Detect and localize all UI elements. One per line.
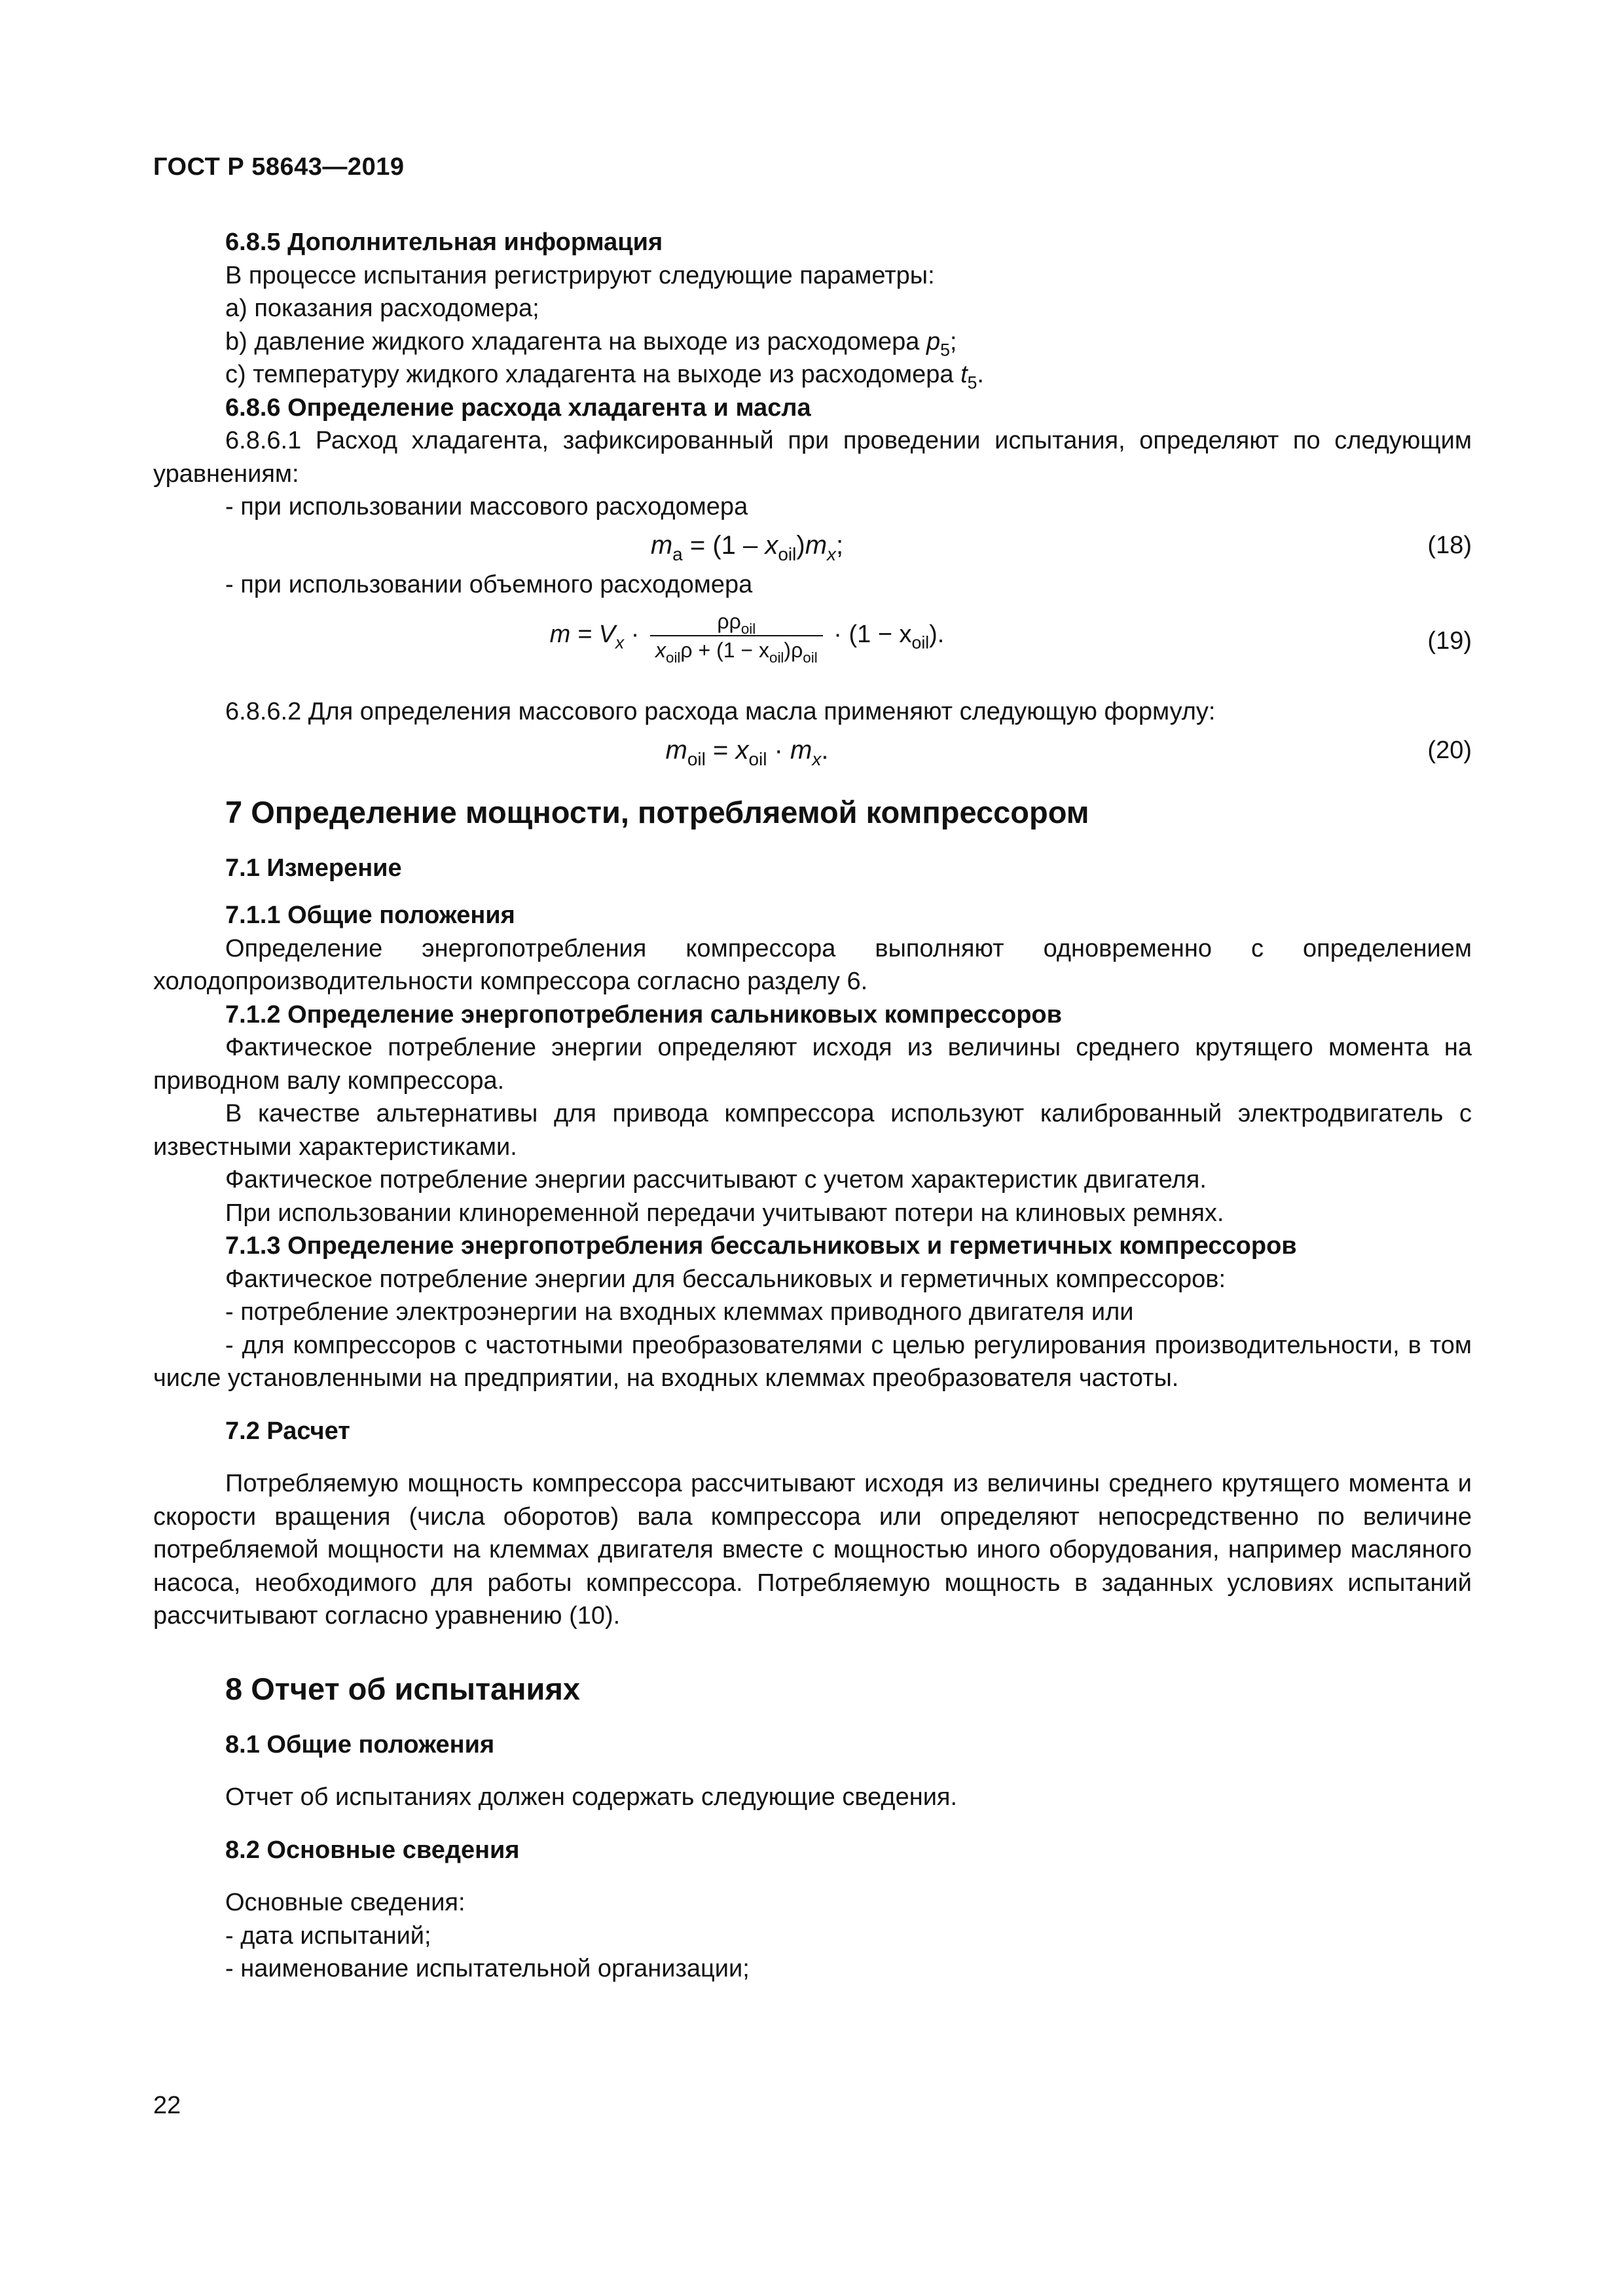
list-item: - потребление электроэнергии на входных клеммах приводного двигателя или <box>225 1298 1134 1326</box>
equation-18 <box>153 524 1472 568</box>
equation-number: (19) <box>1427 627 1472 655</box>
list-item: - для компрессоров с частотными преобразователями с целью регулирования производительности, в том числе установленными на предприятии, на входных клеммах преобразователя частоты. <box>153 1331 1472 1392</box>
paragraph: В процессе испытания регистрируют следующие параметры: <box>225 261 935 289</box>
list-item: - наименование испытательной организации; <box>225 1955 750 1982</box>
section-7-2-heading: 7.2 Расчет <box>225 1417 350 1445</box>
equation-20 <box>153 729 1472 773</box>
paragraph: В качестве альтернативы для привода компрессора используют калиброванный электродвигатель с известными характеристиками. <box>153 1100 1472 1161</box>
section-7-heading: 7 Определение мощности, потребляемой компрессором <box>225 794 1089 829</box>
paragraph: При использовании клиноременной передачи учитывают потери на клиновых ремнях. <box>225 1199 1224 1227</box>
paragraph: Фактическое потребление энергии рассчитывают с учетом характеристик двигателя. <box>225 1166 1207 1194</box>
section-7-1-2-heading: 7.1.2 Определение энергопотребления сальниковых компрессоров <box>225 1000 1062 1029</box>
paragraph: Основные сведения: <box>225 1889 465 1916</box>
page-content <box>153 226 1472 1986</box>
paragraph: 6.8.6.2 Для определения массового расхода масла применяют следующую формулу: <box>225 698 1216 725</box>
fraction: $\frac{\rho\rho_{oil}}{x_{oil}\rho + (1 - x_{oil})\rho_{oil}}$ <box>650 608 823 664</box>
section-7-1-3-heading: 7.1.3 Определение энергопотребления бессальниковых и герметичных компрессоров <box>225 1232 1297 1260</box>
section-8-heading: 8 Отчет об испытаниях <box>225 1671 581 1706</box>
section-8-1-heading: 8.1 Общие положения <box>225 1730 495 1758</box>
equation-body: $m_a = (1 - x_{oil})m_x$; <box>650 530 844 564</box>
equation-number: (20) <box>1427 736 1472 764</box>
equation-19 <box>153 601 1472 685</box>
list-item: - дата испытаний; <box>225 1922 431 1950</box>
paragraph: 6.8.6.1 Расход хладагента, зафиксированный при проведении испытания, определяют по следующим уравнениям: <box>153 427 1472 488</box>
paragraph: Фактическое потребление энергии для бессальниковых и герметичных компрессоров: <box>225 1265 1226 1293</box>
paragraph: Отчет об испытаниях должен содержать следующие сведения. <box>225 1783 958 1811</box>
paragraph: - при использовании объемного расходомера <box>225 570 753 598</box>
paragraph: Определение энергопотребления компрессора выполняют одновременно с определением холодопроизводительности компрессора согласно разделу 6. <box>153 934 1472 995</box>
equation-number: (18) <box>1427 531 1472 559</box>
list-item: c) температуру жидкого хладагента на выходе из расходомера $t_5$. <box>225 361 984 393</box>
section-7-1-heading: 7.1 Измерение <box>225 854 402 882</box>
equation-body: $m = V_x$ · $\frac{\rho\rho_{oil}}{x_{oil}\rho + (1 - x_{oil})\rho_{oil}}$ · $(1 - x_{oil})$. <box>153 608 1341 664</box>
equation-body: $m_{oil} = x_{oil} \cdot m_x$. <box>665 735 829 769</box>
list-item: b) давление жидкого хладагента на выходе из расходомера $p_5$; <box>225 327 957 359</box>
paragraph: Потребляемую мощность компрессора рассчитывают исходя из величины среднего крутящего момента и скорости вращения (числа оборотов) вала компрессора или определяют непосредственно по величине потребляемой мощности на клеммах двигателя вместе с мощностью иного оборудования, например масляного насоса, необходимого для работы компрессора. Потребляемую мощность в заданных условиях испытаний рассчитывают согласно уравнению (10). <box>153 1470 1472 1630</box>
section-6-8-5-heading: 6.8.5 Дополнительная информация <box>225 228 663 256</box>
section-8-2-heading: 8.2 Основные сведения <box>225 1836 520 1864</box>
document-header: ГОСТ Р 58643—2019 <box>153 153 405 181</box>
section-6-8-6-heading: 6.8.6 Определение расхода хладагента и масла <box>225 393 811 422</box>
paragraph: - при использовании массового расходомера <box>225 493 748 520</box>
paragraph: Фактическое потребление энергии определяют исходя из величины среднего крутящего момента на приводном валу компрессора. <box>153 1034 1472 1095</box>
list-item: а) показания расходомера; <box>225 295 539 322</box>
section-7-1-1-heading: 7.1.1 Общие положения <box>225 902 515 929</box>
page-number: 22 <box>153 2092 181 2119</box>
